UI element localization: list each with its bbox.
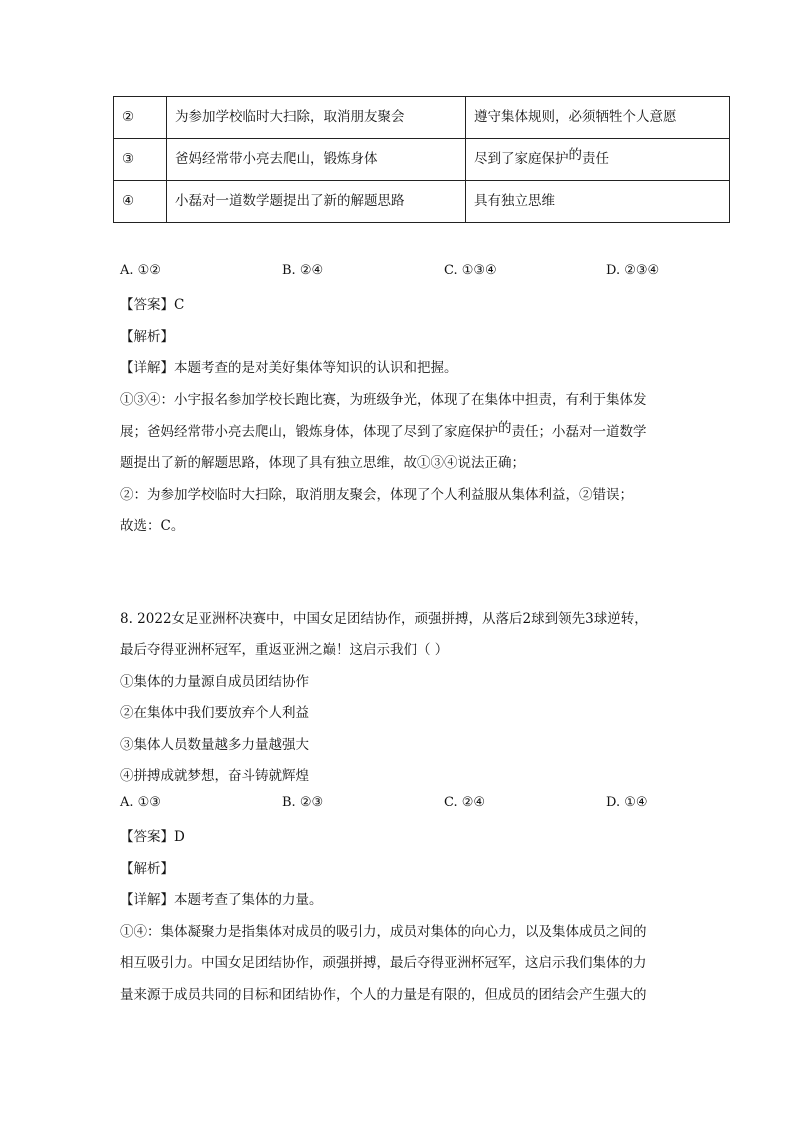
q8-option-d: D. ①④ [606, 795, 648, 810]
row-case: 爸妈经常带小亮去爬山，锻炼身体 [167, 139, 466, 181]
q8-stem-line2: 最后夺得亚洲杯冠军，重返亚洲之巅！这启示我们（ ） [120, 642, 449, 658]
row-meaning-part: 尽到了家庭保护 [474, 150, 569, 167]
q8-item-3: ③集体人员数量越多力量越强大 [120, 737, 309, 753]
q7-answer: 【答案】C [120, 297, 185, 313]
row-number: ② [114, 97, 167, 139]
q8-item-1: ①集体的力量源自成员团结协作 [120, 674, 309, 690]
q8-item-4: ④拼搏成就梦想，奋斗铸就辉煌 [120, 768, 309, 784]
q7-para1-line1: ①③④：小宇报名参加学校长跑比赛，为班级争光，体现了在集体中担责，有利于集体发 [120, 392, 647, 408]
q8-para1-line3: 量来源于成员共同的目标和团结协作，个人的力量是有限的，但成员的团结会产生强大的 [120, 987, 647, 1003]
row-case: 小磊对一道数学题提出了新的解题思路 [167, 181, 466, 223]
q8-option-c: C. ②④ [444, 795, 486, 810]
q7-option-d: D. ②③④ [606, 263, 660, 278]
q8-detail: 【详解】本题考查了集体的力量。 [120, 892, 323, 908]
q8-option-b: B. ②③ [282, 795, 324, 810]
row-meaning: 具有独立思维 [466, 181, 730, 223]
comparison-table [113, 96, 730, 223]
row-meaning-raised: 的 [568, 146, 582, 163]
row-case: 为参加学校临时大扫除，取消朋友聚会 [167, 97, 466, 139]
q8-analysis-label: 【解析】 [120, 861, 174, 877]
q8-item-2: ②在集体中我们要放弃个人利益 [120, 705, 309, 721]
q7-option-c: C. ①③④ [444, 263, 497, 278]
row-meaning: 遵守集体规则，必须牺牲个人意愿 [466, 97, 730, 139]
table-row [114, 139, 730, 181]
q7-para1-line2-part: 责任；小磊对一道数学 [511, 424, 647, 440]
q8-option-a: A. ①③ [120, 795, 161, 810]
q7-option-b: B. ②④ [282, 263, 324, 278]
row-number: ③ [114, 139, 167, 181]
q7-detail: 【详解】本题考查的是对美好集体等知识的认识和把握。 [120, 360, 458, 376]
row-meaning-part: 责任 [582, 150, 609, 167]
q7-para1-line2-raised: 的 [498, 420, 512, 436]
q7-conclusion: 故选：C。 [120, 518, 185, 534]
table-row [114, 97, 730, 139]
q7-para2: ②：为参加学校临时大扫除，取消朋友聚会，体现了个人利益服从集体利益，②错误； [120, 487, 633, 503]
q8-stem-line1: 8. 2022女足亚洲杯决赛中，中国女足团结协作，顽强拼搏，从落后2球到领先3球逆转， [120, 611, 648, 627]
q7-para1-line3: 题提出了新的解题思路，体现了具有独立思维，故①③④说法正确； [120, 455, 525, 471]
table-row [114, 181, 730, 223]
q8-answer: 【答案】D [120, 829, 185, 845]
q8-para1-line2: 相互吸引力。中国女足团结协作，顽强拼搏，最后夺得亚洲杯冠军，这启示我们集体的力 [120, 955, 647, 971]
row-meaning [466, 139, 730, 181]
q7-option-a: A. ①② [120, 263, 161, 278]
q8-para1-line1: ①④：集体凝聚力是指集体对成员的吸引力，成员对集体的向心力，以及集体成员之间的 [120, 924, 647, 940]
row-number: ④ [114, 181, 167, 223]
q7-analysis-label: 【解析】 [120, 329, 174, 345]
q7-para1-line2 [120, 420, 647, 440]
q7-para1-line2-part: 展；爸妈经常带小亮去爬山，锻炼身体，体现了尽到了家庭保护 [120, 424, 498, 440]
